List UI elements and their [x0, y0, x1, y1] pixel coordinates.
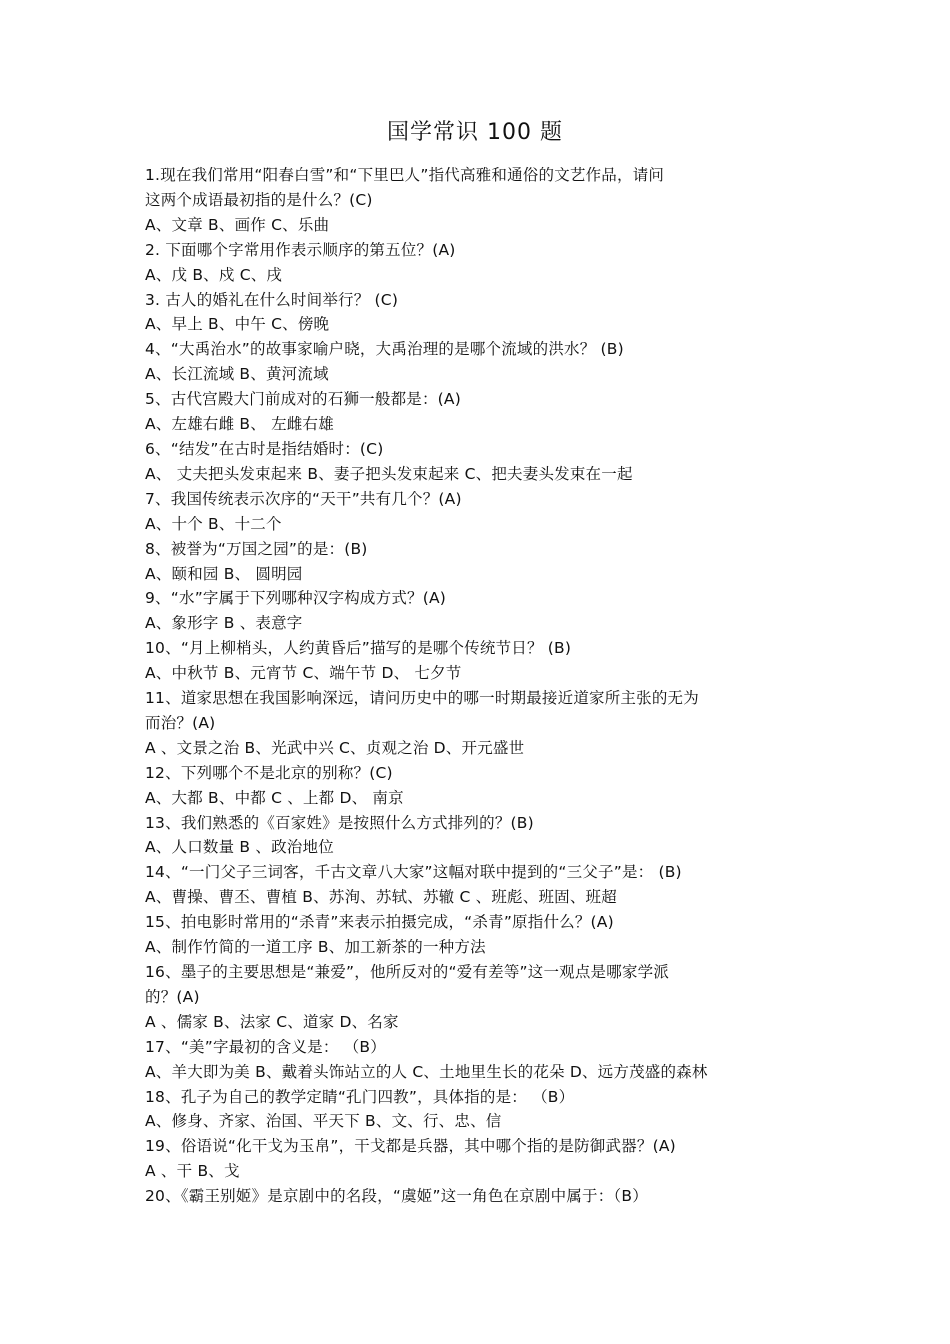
text-line: A 、文景之治 B、光武中兴 C、贞观之治 D、开元盛世	[145, 738, 525, 757]
text-line: A、曹操、曹丕、曹植 B、苏洵、苏轼、苏辙 C 、班彪、班固、班超	[145, 888, 617, 907]
text-line: A、早上 B、中午 C、傍晚	[145, 315, 330, 334]
text-line: 1.现在我们常用“阳春白雪”和“下里巴人”指代高雅和通俗的文艺作品，请问	[145, 166, 665, 184]
text-line: 16、墨子的主要思想是“兼爱”，他所反对的“爱有差等”这一观点是哪家学派	[145, 963, 670, 981]
text-line: 5、古代宫殿大门前成对的石狮一般都是：(A)	[145, 390, 461, 409]
text-line: 7、我国传统表示次序的“天干”共有几个？(A)	[145, 489, 462, 508]
text-line: A、文章 B、画作 C、乐曲	[145, 215, 330, 234]
text-line: 8、被誉为“万国之园”的是：(B)	[145, 539, 368, 558]
text-line: 10、“月上柳梢头，人约黄昏后”描写的是哪个传统节日？ (B)	[145, 639, 572, 658]
text-line: A、颐和园 B、 圆明园	[145, 564, 303, 583]
text-line: 11、道家思想在我国影响深远，请问历史中的哪一时期最接近道家所主张的无为	[145, 689, 699, 708]
text-line: 的？(A)	[145, 987, 200, 1006]
text-line: 12、下列哪个不是北京的别称？(C)	[145, 763, 393, 782]
text-line: 9、“水”字属于下列哪种汉字构成方式？(A)	[145, 589, 447, 608]
text-line: A 、儒家 B、法家 C、道家 D、名家	[145, 1012, 399, 1031]
text-line: 15、拍电影时常用的“杀青”来表示拍摄完成，“杀青”原指什么？(A)	[145, 913, 614, 932]
text-line: 17、“美”字最初的含义是： （B）	[145, 1037, 386, 1056]
text-line: 14、“一门父子三词客，千古文章八大家”这幅对联中提到的“三父子”是： (B)	[145, 863, 682, 882]
text-line: A 、干 B、戈	[145, 1162, 240, 1181]
text-line: A、 丈夫把头发束起来 B、妻子把头发束起来 C、把夫妻头发束在一起	[145, 464, 633, 483]
text-line: A、戊 B、戍 C、戌	[145, 265, 283, 284]
text-line: A、羊大即为美 B、戴着头饰站立的人 C、土地里生长的花朵 D、远方茂盛的森林	[145, 1062, 708, 1081]
text-line: A、中秋节 B、元宵节 C、端午节 D、 七夕节	[145, 664, 462, 683]
text-line: 18、孔子为自己的教学定睛“孔门四教”，具体指的是： （B）	[145, 1087, 575, 1106]
text-line: 而治？(A)	[145, 713, 216, 732]
text-line: A、象形字 B 、表意字	[145, 614, 303, 633]
text-line: A、左雄右雌 B、 左雌右雄	[145, 415, 334, 434]
text-line: 6、“结发”在古时是指结婚时：(C)	[145, 439, 384, 458]
text-line: 这两个成语最初指的是什么？(C)	[145, 190, 373, 209]
text-line: A、长江流域 B、黄河流域	[145, 365, 329, 384]
document-body	[145, 163, 815, 1209]
text-line: 19、俗语说“化干戈为玉帛”，干戈都是兵器，其中哪个指的是防御武器？(A)	[145, 1137, 676, 1156]
text-line: A、修身、齐家、治国、平天下 B、文、行、忠、信	[145, 1112, 502, 1131]
text-line: 13、我们熟悉的《百家姓》是按照什么方式排列的？(B)	[145, 813, 534, 832]
text-line: 20、《霸王别姬》是京剧中的名段，“虞姬”这一角色在京剧中属于：（B）	[145, 1187, 648, 1206]
document-title: 国学常识 100 题	[387, 120, 563, 145]
text-line: 3. 古人的婚礼在什么时间举行？ (C)	[145, 290, 399, 309]
text-line: A、制作竹简的一道工序 B、加工新茶的一种方法	[145, 938, 486, 957]
text-line: 4、“大禹治水”的故事家喻户晓，大禹治理的是哪个流域的洪水？ (B)	[145, 340, 624, 359]
text-line: 2. 下面哪个字常用作表示顺序的第五位？(A)	[145, 240, 456, 259]
text-line: A、十个 B、十二个	[145, 514, 282, 533]
text-line: A、人口数量 B 、政治地位	[145, 838, 334, 857]
text-line: A、大都 B、中都 C 、上都 D、 南京	[145, 788, 404, 807]
